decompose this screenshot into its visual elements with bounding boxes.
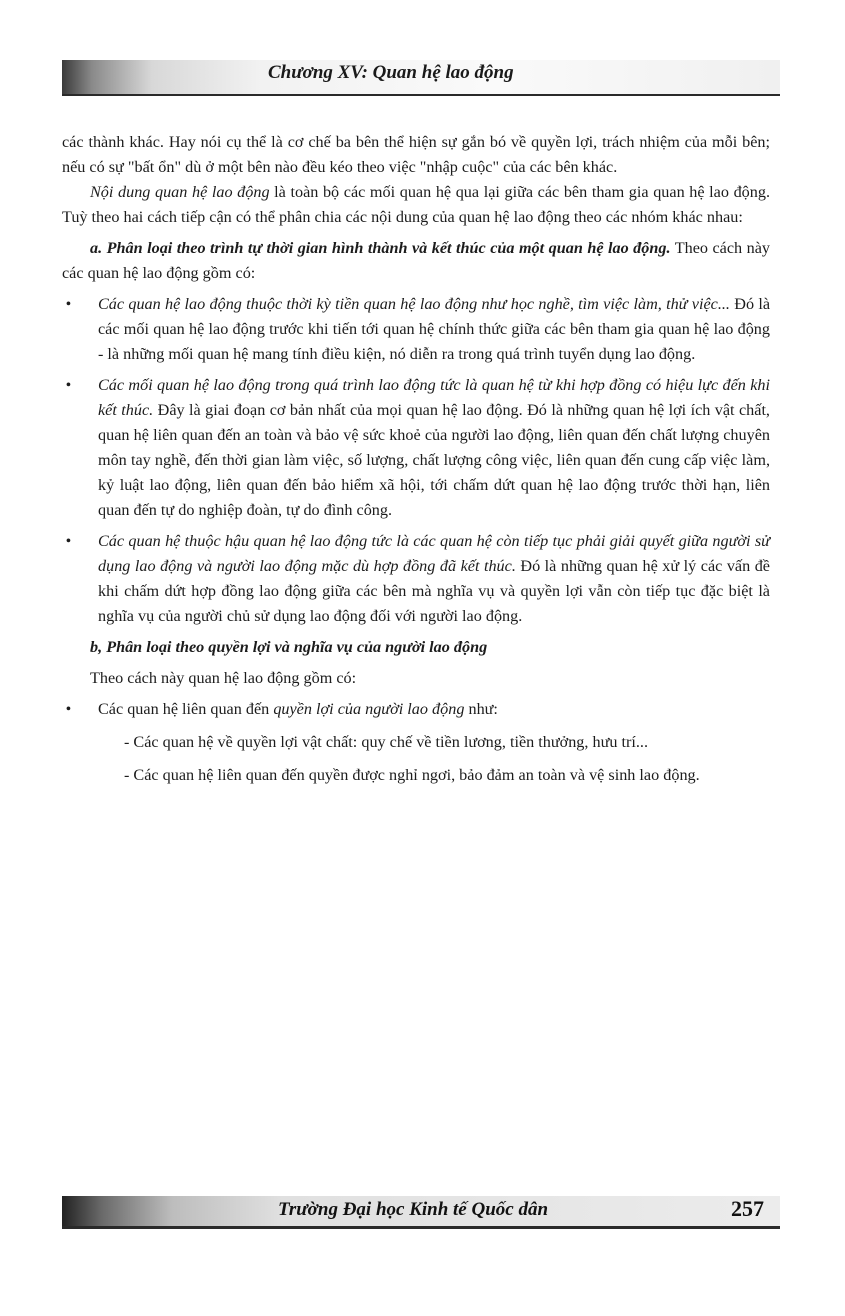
page-number: 257	[731, 1196, 764, 1221]
heading-a-text: a. Phân loại theo trình tự thời gian hình thành và kết thúc của một quan hệ lao động.	[90, 239, 671, 257]
bullet-text: Đó là những quan hệ xử lý các vấn đề khi chấm dứt hợp đồng lao động giữa các bên mà nghĩa vụ và quyền lợi vẫn còn tiếp tục đặc biệt là nghĩa vụ của người chủ sử dụng lao động đối với người lao động.	[98, 557, 770, 625]
bullet-item	[62, 697, 770, 722]
bullet-italic: Các quan hệ thuộc hậu quan hệ lao động tức là các quan hệ còn tiếp tục phải giải quyết giữa người sử dụng lao động và người lao động mặc dù hợp đồng đã kết thúc.	[98, 532, 770, 575]
sub-item: - Các quan hệ về quyền lợi vật chất: quy chế về tiền lương, tiền thưởng, hưu trí...	[124, 733, 649, 751]
paragraph-intro: các thành khác. Hay nói cụ thể là cơ chế ba bên thể hiện sự gắn bó về quyền lợi, trách nhiệm của mỗi bên; nếu có sự "bất ổn" dù ở một bên nào đều kéo theo việc "nhập cuộc" của các bên khác.	[62, 133, 770, 176]
term-italic: Nội dung quan hệ lao động	[90, 183, 270, 201]
bullet-italic: Các quan hệ lao động thuộc thời kỳ tiền quan hệ lao động như học nghề, tìm việc làm, thử việc...	[98, 295, 730, 313]
footer-school-name: Trường Đại học Kinh tế Quốc dân	[278, 1199, 549, 1220]
bullet-icon: •	[66, 702, 71, 717]
sub-item: - Các quan hệ liên quan đến quyền được nghỉ ngơi, bảo đảm an toàn và vệ sinh lao động.	[124, 766, 700, 784]
bullet-icon: •	[66, 297, 71, 312]
heading-a-rest: Theo cách này các quan hệ lao động gồm có:	[62, 239, 770, 282]
bullet-italic: quyền lợi của người lao động	[273, 700, 465, 718]
bullet-item	[62, 373, 770, 523]
bullet-text: Đây là giai đoạn cơ bản nhất của mọi quan hệ lao động. Đó là những quan hệ lợi ích vật chất, quan hệ liên quan đến an toàn và bảo vệ sức khoẻ của người lao động, liên quan đến chất lượng chuyên môn tay nghề, đến thời gian làm việc, số lượng, chất lượng công việc, liên quan đến cung cấp việc làm, kỷ luật lao động, liên quan đến bảo hiểm xã hội, tới chấm dứt quan hệ lao động trước thời hạn, liên quan đến tự do nghiệp đoàn, tự do đình công.	[98, 401, 770, 519]
paragraph-b-intro: Theo cách này quan hệ lao động gồm có:	[90, 669, 357, 687]
heading-a	[62, 236, 770, 286]
page-body	[62, 130, 770, 788]
bullet-item	[62, 529, 770, 629]
bullet-text: Đó là các mối quan hệ lao động trước khi tiến tới quan hệ chính thức giữa các bên tham gia quan hệ lao động - là những mối quan hệ mang tính điều kiện, nó diễn ra trong quá trình tuyển dụng lao động.	[98, 295, 771, 363]
bullet-text-start: Các quan hệ liên quan đến	[98, 700, 274, 718]
chapter-title: Chương XV: Quan hệ lao động	[268, 62, 514, 83]
heading-b	[62, 635, 770, 660]
heading-b-text: b, Phân loại theo quyền lợi và nghĩa vụ của người lao động	[90, 638, 488, 656]
bullet-icon: •	[66, 534, 71, 549]
bullet-item	[62, 292, 770, 367]
paragraph-content-definition	[62, 180, 770, 230]
footer-rule	[62, 1226, 780, 1229]
bullet-icon: •	[66, 378, 71, 393]
bullet-italic: Các mối quan hệ lao động trong quá trình lao động tức là quan hệ từ khi hợp đồng có hiệu lực đến khi kết thúc.	[98, 376, 770, 419]
paragraph-text: là toàn bộ các mối quan hệ qua lại giữa các bên tham gia quan hệ lao động. Tuỳ theo hai cách tiếp cận có thể phân chia các nội dung của quan hệ lao động theo các nhóm khác nhau:	[62, 183, 770, 226]
bullet-text-end: như:	[464, 700, 498, 718]
